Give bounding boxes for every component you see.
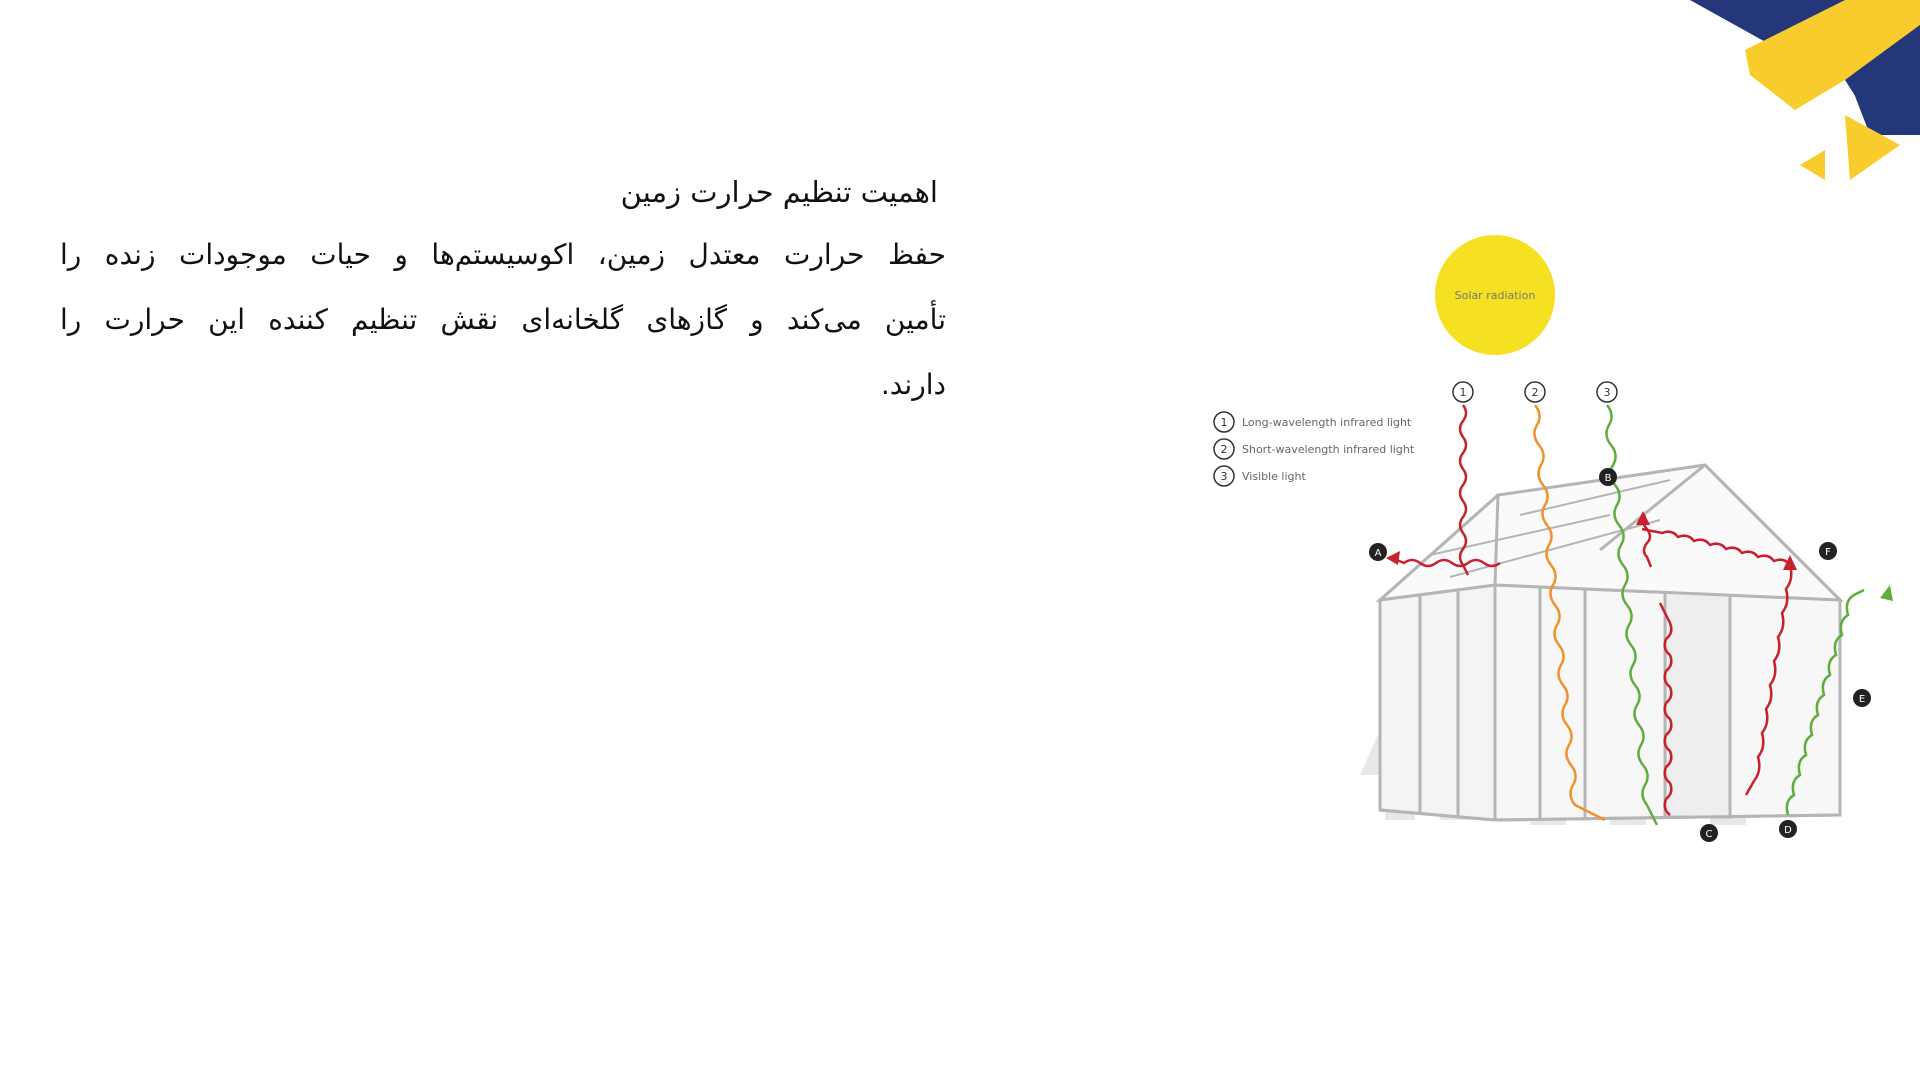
legend-number: 2 bbox=[1220, 443, 1228, 456]
greenhouse-structure bbox=[1360, 465, 1840, 825]
body-line: تأمین می‌کند و گازهای گلخانه‌ای نقش تنظیم کننده این حرارت را bbox=[60, 303, 946, 336]
slide-body bbox=[60, 222, 946, 417]
greenhouse-svg bbox=[1190, 215, 1920, 865]
legend-number: 3 bbox=[1220, 470, 1228, 483]
ray-number-1-text: 1 bbox=[1459, 386, 1467, 399]
point-label-c bbox=[1700, 824, 1718, 842]
point-label-b bbox=[1599, 468, 1617, 486]
legend-item-2 bbox=[1214, 439, 1415, 459]
long-ir-arrow-a bbox=[1386, 551, 1400, 565]
ray-number-2 bbox=[1525, 382, 1545, 402]
point-label-a bbox=[1369, 543, 1387, 561]
point-label-e-text: E bbox=[1858, 694, 1866, 705]
legend bbox=[1214, 412, 1415, 486]
point-label-e bbox=[1853, 689, 1871, 707]
legend-label: Visible light bbox=[1242, 470, 1306, 483]
deco-navy-band-lower bbox=[1845, 25, 1920, 135]
ray-number-3-text: 3 bbox=[1603, 386, 1611, 399]
legend-label: Short-wavelength infrared light bbox=[1242, 443, 1415, 456]
legend-item-3 bbox=[1214, 466, 1306, 486]
deco-yellow-triangle bbox=[1845, 115, 1900, 180]
slide-title: اهمیت تنظیم حرارت زمین bbox=[620, 175, 938, 209]
visible-arrow bbox=[1880, 585, 1893, 601]
legend-label: Long-wavelength infrared light bbox=[1242, 416, 1412, 429]
legend-item-1 bbox=[1214, 412, 1412, 432]
point-label-b-text: B bbox=[1604, 473, 1612, 484]
body-line: حفظ حرارت معتدل زمین، اکوسیستم‌ها و حیات موجودات زنده را bbox=[60, 238, 946, 271]
point-label-a-text: A bbox=[1374, 548, 1382, 559]
ray-number-3 bbox=[1597, 382, 1617, 402]
point-label-f-text: F bbox=[1825, 547, 1831, 558]
deco-yellow-small-triangle bbox=[1800, 150, 1825, 180]
deco-navy-band bbox=[1690, 0, 1920, 135]
ray-number-1 bbox=[1453, 382, 1473, 402]
slide-text bbox=[60, 162, 946, 417]
legend-number: 1 bbox=[1220, 416, 1228, 429]
body-line: دارند. bbox=[880, 368, 946, 401]
greenhouse-diagram bbox=[1190, 215, 1920, 865]
point-label-d-text: D bbox=[1784, 825, 1792, 836]
point-label-d bbox=[1779, 820, 1797, 838]
sun-label: Solar radiation bbox=[1454, 289, 1536, 302]
deco-yellow-band bbox=[1745, 0, 1920, 110]
point-label-f bbox=[1819, 542, 1837, 560]
ray-number-2-text: 2 bbox=[1531, 386, 1539, 399]
point-label-c-text: C bbox=[1705, 829, 1713, 840]
